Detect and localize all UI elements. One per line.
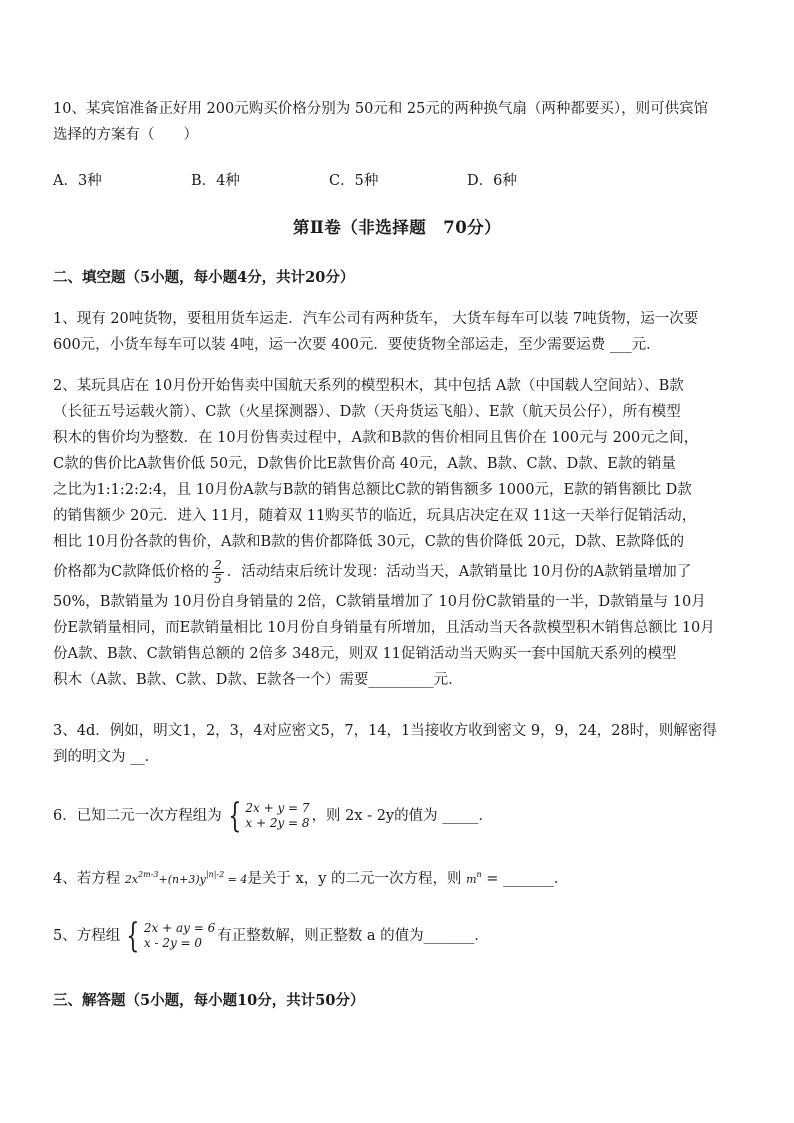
fill-question-2-line: 2、某玩具店在 10月份开始售卖中国航天系列的模型积木，其中包括 A款（中国载人空间站）、B款 [53,378,684,394]
fill-question-6-suffix: ，则 2x - 2y的值为 _____． [311,808,493,824]
fill-question-2-line: （长征五号运载火箭）、C款（火星探测器）、D款（天舟货运飞船）、E款（航天员公仔），所有模型 [53,404,681,420]
fill-question-1 [53,306,743,358]
equation-system [122,916,216,956]
exponent-n: n [476,870,482,879]
equation-1: 2x + ay = 6 [143,921,216,935]
fill-question-2-line: 积木的售价均为整数．在 10月份售卖过程中，A款和B款的售价相同且售价在 100元与 200元之间， [53,430,699,446]
equation-list [144,921,215,951]
fill-question-2-line-fraction [53,555,743,589]
fill-question-2-line-8-start: 价格都为C款降低价格的 [53,564,210,580]
section-2-heading: 二、填空题（5小题，每小题4分，共计20分） [53,269,355,286]
fill-question-6-prefix: 6．已知二元一次方程组为 [53,808,222,824]
fill-question-2-line: 之比为1:1:2:2:4，且 10月份A款与B款的销售总额比C款的销售额多 1000元，E款的销售额比 D款 [53,482,692,498]
fill-question-5-suffix: 有正整数解，则正整数 a 的值为_______． [217,928,489,944]
fill-question-1-line-1: 1、现有 20吨货物，要租用货车运走．汽车公司有两种货车， 大货车每车可以装 7吨货物，运一次要 [53,311,699,327]
fill-question-2-line: 份E款销量相同，而E款销量相比 10月份自身销量有所增加，且活动当天各款模型积木销售总额比 10月 [53,620,715,636]
equation-term-1: 2x [124,873,139,886]
fill-question-2-line: 的销售额少 20元．进入 11月，随着双 11购买节的临近，玩具店决定在双 11这一天举行促销活动， [53,508,697,524]
fill-question-2-line-8-end: ．活动结束后统计发现：活动当天，A款销量比 10月份的A款销量增加了 [226,564,692,580]
fill-question-3-line-2: 到的明文为 __． [53,749,160,765]
exponent-2: |n|-2 [205,870,225,879]
brace-icon: { [126,916,140,956]
option-d: D．6种 [467,173,517,189]
equation-term-2: +(n+3)y [158,873,206,886]
fill-question-3 [53,718,743,770]
question-10 [53,96,743,148]
fill-question-2-line: 相比 10月份各款的售价，A款和B款的售价都降低 30元，C款的售价降低 20元，D款、E款降低的 [53,534,685,550]
variable-m: m [466,873,477,886]
part-2-title: 第Ⅱ卷（非选择题 70分） [292,218,502,237]
fraction-two-fifths [212,559,224,586]
fill-question-3-line-1: 3、4d．例如，明文1，2，3，4对应密文5，7，14，1当接收方收到密文 9，9，24，28时，则解密得 [53,723,717,739]
equation-2: x - 2y = 0 [143,936,203,950]
equation-list [245,801,309,831]
option-b: B．4种 [191,173,240,189]
equation-2: x + 2y = 8 [245,816,310,830]
section-3-heading: 三、解答题（5小题，每小题10分，共计50分） [53,992,365,1009]
fill-question-2-line: 积木（A款、B款、C款、D款、E款各一个）需要_________元． [53,672,463,688]
fill-question-5 [53,916,743,956]
fill-question-6 [53,796,743,836]
option-c: C．5种 [329,173,379,189]
fill-question-4 [53,862,743,893]
equation-1: 2x + y = 7 [245,801,310,815]
fill-question-4-suffix: 是关于 x，y 的二元一次方程，则 [247,871,467,887]
fill-question-1-line-2: 600元，小货车每车可以装 4吨，运一次要 400元．要使货物全部运走，至少需要运费 ___元． [53,337,661,353]
equation-system [224,796,310,836]
fraction-numerator: 2 [214,557,222,572]
question-10-line-1: 10、某宾馆准备正好用 200元购买价格分别为 50元和 25元的两种换气扇（两种都要买），则可供宾馆 [53,101,709,117]
exponent-1: 2m-3 [138,870,159,879]
fill-question-2 [53,373,743,693]
option-a: A．3种 [53,173,102,189]
fill-question-4-tail: = _______． [481,871,569,887]
fill-question-2-line: C款的售价比A款售价低 50元，D款售价比E款售价高 40元，A款、B款、C款、D款、E款的销量 [53,456,676,472]
fill-question-5-prefix: 5、方程组 [53,928,121,944]
fill-question-2-line: 份A款、B款、C款销售总额的 2倍多 348元，则双 11促销活动当天购买一套中国航天系列的模型 [53,646,677,662]
fill-question-4-prefix: 4、若方程 [53,871,125,887]
equation-term-3: = 4 [224,873,248,886]
question-10-line-2: 选择的方案有（ ） [53,127,198,143]
fraction-denominator: 5 [214,571,222,586]
fill-question-2-line: 50%，B款销量为 10月份自身销量的 2倍，C款销量增加了 10月份C款销量的一半，D款销量与 10月 [53,594,706,610]
brace-icon: { [228,796,242,836]
